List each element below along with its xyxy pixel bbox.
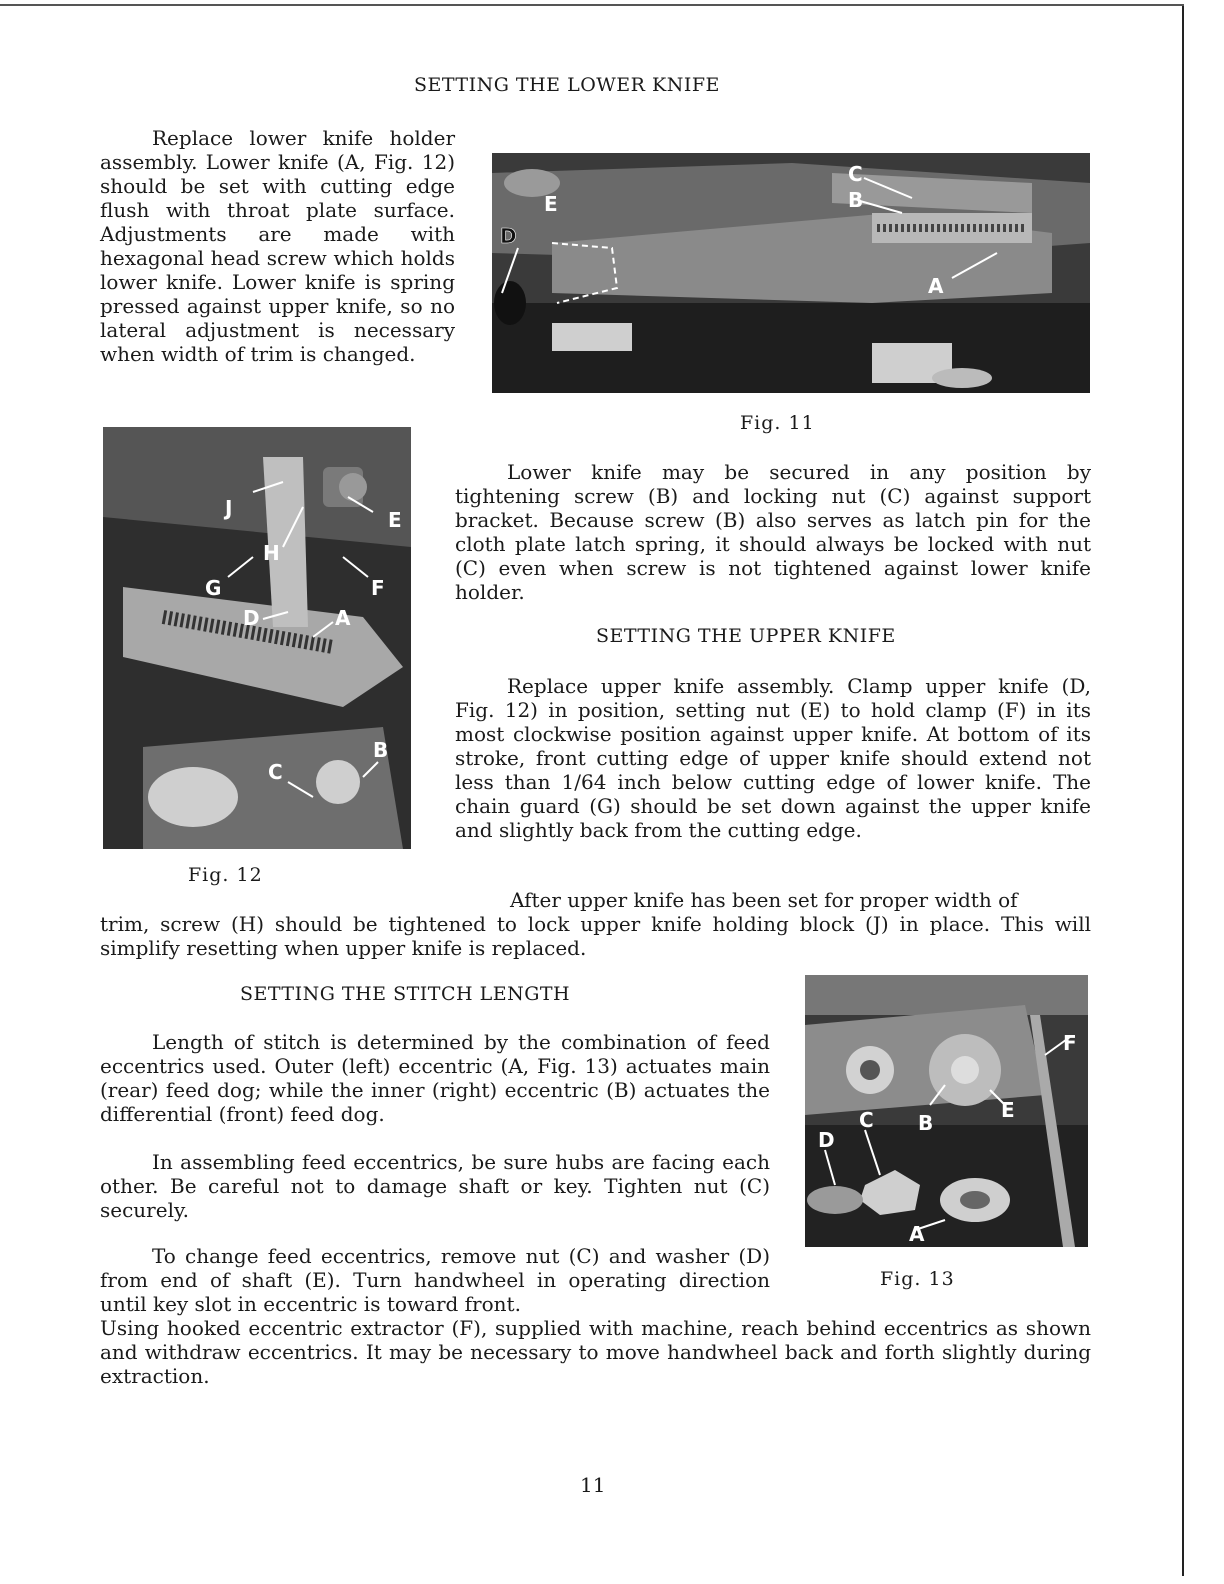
figure-11-photo bbox=[492, 153, 1090, 393]
fig13-label-e: E bbox=[1001, 1098, 1015, 1122]
fig11-label-c: C bbox=[848, 162, 863, 186]
figure-12-photo bbox=[103, 427, 411, 849]
fig12-label-j: J bbox=[225, 496, 233, 520]
fig13-label-c: C bbox=[859, 1108, 874, 1132]
fig12-label-h: H bbox=[263, 541, 280, 565]
heading-lower-knife: SETTING THE LOWER KNIFE bbox=[414, 74, 720, 96]
fig12-label-a: A bbox=[335, 606, 351, 630]
fig11-label-e: E bbox=[544, 192, 558, 216]
figure-12-caption: Fig. 12 bbox=[188, 864, 263, 886]
heading-stitch-length: SETTING THE STITCH LENGTH bbox=[240, 983, 571, 1005]
stitch-length-para-1 bbox=[100, 1030, 770, 1126]
fig11-label-b: B bbox=[848, 188, 864, 212]
fig12-label-g: G bbox=[205, 576, 222, 600]
page-number: 11 bbox=[580, 1473, 606, 1497]
fig12-label-e: E bbox=[388, 508, 402, 532]
figure-13-photo bbox=[805, 975, 1088, 1247]
heading-upper-knife: SETTING THE UPPER KNIFE bbox=[596, 625, 896, 647]
upper-knife-para-1-text: Replace upper knife assembly. Clamp upper knife (D, Fig. 12) in position, setting nut (E) to hold clamp (F) in its most clockwise position against upper knife. At bottom of its stroke, front cutting edge of upper knife should extend not less than 1/64 inch below cutting edge of lower knife. The chain guard (G) should be set down against the upper knife and slightly back from the cutting edge. bbox=[455, 674, 1091, 842]
stitch-length-para-1-text: Length of stitch is determined by the combination of feed eccentrics used. Outer (left) eccentric (A, Fig. 13) actuates main (rear) feed dog; while the inner (right) eccentric (B) actuates the differential (front) feed dog. bbox=[100, 1030, 770, 1126]
fig12-label-d: D bbox=[243, 606, 260, 630]
upper-knife-para-2a: After upper knife has been set for proper width of bbox=[510, 888, 1018, 912]
fig12-label-f: F bbox=[371, 576, 385, 600]
fig11-label-a: A bbox=[928, 274, 944, 298]
lower-knife-para-1-text: Replace lower knife holder assembly. Lower knife (A, Fig. 12) should be set with cutting edge flush with throat plate surface. Adjustments are made with hexagonal head screw which holds lower knife. Lower knife is spring pressed against upper knife, so no lateral adjustment is necessary when width of trim is changed. bbox=[100, 126, 455, 366]
lower-knife-para-1 bbox=[100, 126, 455, 366]
stitch-length-para-2 bbox=[100, 1150, 770, 1222]
fig13-label-b: B bbox=[918, 1111, 934, 1135]
fig13-label-d: D bbox=[818, 1128, 835, 1152]
page-edge bbox=[1182, 6, 1184, 1576]
figure-11-caption: Fig. 11 bbox=[740, 412, 815, 434]
top-rule bbox=[0, 4, 1184, 6]
lower-knife-para-2-text: Lower knife may be secured in any position by tightening screw (B) and locking nut (C) against support bracket. Because screw (B) also serves as latch pin for the cloth plate latch spring, it should always be locked with nut (C) even when screw is not tightened against lower knife holder. bbox=[455, 460, 1091, 604]
stitch-length-para-3a bbox=[100, 1244, 770, 1316]
upper-knife-para-2b: trim, screw (H) should be tightened to lock upper knife holding block (J) in place. This will simplify resetting when upper knife is replaced. bbox=[100, 912, 1091, 960]
stitch-length-para-2-text: In assembling feed eccentrics, be sure hubs are facing each other. Be careful not to damage shaft or key. Tighten nut (C) securely. bbox=[100, 1150, 770, 1222]
fig12-label-b: B bbox=[373, 738, 389, 762]
upper-knife-para-1 bbox=[455, 674, 1091, 842]
figure-13-caption: Fig. 13 bbox=[880, 1268, 955, 1290]
fig11-label-d: D bbox=[500, 224, 517, 248]
fig13-label-a: A bbox=[909, 1222, 925, 1246]
stitch-length-para-3a-text: To change feed eccentrics, remove nut (C) and washer (D) from end of shaft (E). Turn handwheel in operating direction until key slot in eccentric is toward front. bbox=[100, 1244, 770, 1316]
fig12-label-c: C bbox=[268, 760, 283, 784]
fig13-label-f: F bbox=[1063, 1031, 1077, 1055]
stitch-length-para-3b: Using hooked eccentric extractor (F), supplied with machine, reach behind eccentrics as shown and withdraw eccentrics. It may be necessary to move handwheel back and forth slightly during extraction. bbox=[100, 1316, 1091, 1388]
lower-knife-para-2 bbox=[455, 460, 1091, 604]
